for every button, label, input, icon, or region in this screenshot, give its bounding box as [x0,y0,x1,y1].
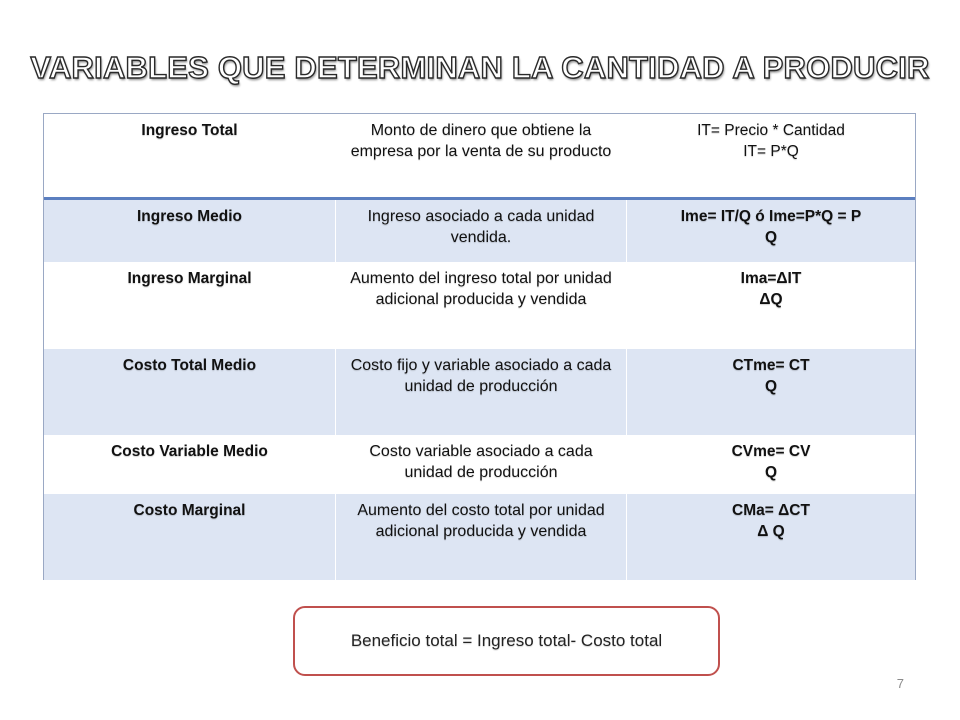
concept-label: Costo Total Medio [122,357,257,374]
concept-label: Costo Marginal [133,502,246,519]
definition-cell: Monto de dinero que obtiene la empresa por la venta de su producto [335,114,626,197]
table-row [44,114,915,200]
concept-cell [44,262,335,349]
formula-line: Ime= IT/Q ó Ime=P*Q = P [680,208,862,225]
table-row [44,262,915,349]
concept-cell [44,494,335,580]
formula-line: Q [764,464,778,481]
concept-label: Costo Variable Medio [111,443,268,460]
definition-cell: Ingreso asociado a cada unidad vendida. [335,200,626,262]
benefit-formula-box [293,606,720,676]
formula-cell [626,494,915,580]
definition-cell: Costo fijo y variable asociado a cada unidad de producción [335,349,626,435]
concept-cell [44,435,335,494]
formula-cell [626,435,915,494]
formula-line: CVme= CV [731,443,811,460]
definition-cell: Aumento del ingreso total por unidad adicional producida y vendida [335,262,626,349]
formula-line: Ima=ΔIT [740,270,802,287]
concept-cell [44,349,335,435]
formula-line: Q [764,378,778,395]
slide-title: VARIABLES QUE DETERMINAN LA CANTIDAD A PRODUCIR [30,50,930,85]
definition-cell: Aumento del costo total por unidad adicional producida y vendida [335,494,626,580]
page-number: 7 [896,676,904,691]
formula-cell [626,114,915,197]
formula-line: ΔQ [759,291,783,308]
concept-label: Ingreso Medio [136,208,243,225]
formula-line: IT= P*Q [743,143,799,160]
table-row [44,435,915,494]
formula-line: CMa= ΔCT [732,502,810,519]
concept-cell [44,114,335,197]
table-row [44,349,915,435]
formula-cell [626,262,915,349]
table-row [44,200,915,262]
variables-table [43,113,916,580]
formula-line: CTme= CT [732,357,810,374]
formula-cell [626,200,915,262]
formula-line: Δ Q [757,523,785,540]
definition-cell: Costo variable asociado a cada unidad de producción [335,435,626,494]
concept-cell [44,200,335,262]
concept-label: Ingreso Total [141,122,238,139]
benefit-formula-text: Beneficio total = Ingreso total- Costo total [350,631,663,650]
table-row [44,494,915,580]
concept-label: Ingreso Marginal [127,270,252,287]
formula-line: Q [764,229,778,246]
formula-cell [626,349,915,435]
formula-line: IT= Precio * Cantidad [697,122,845,139]
